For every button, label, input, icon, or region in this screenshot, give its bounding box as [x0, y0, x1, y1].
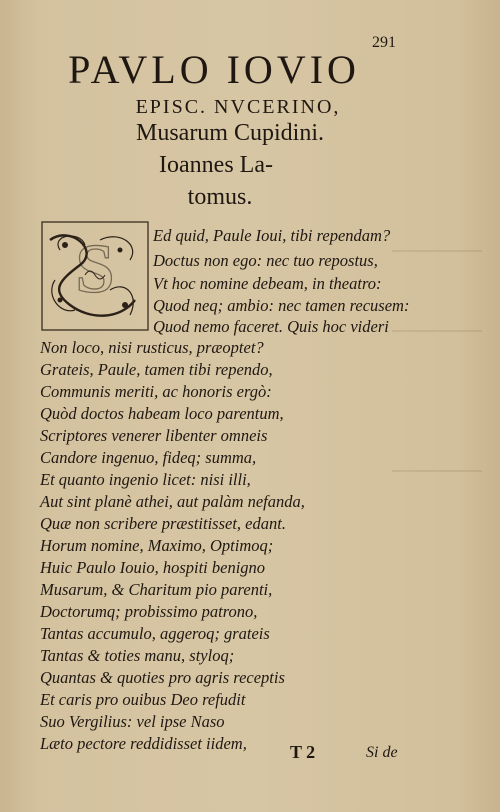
title-office: EPISC. NVCERINO, [135, 96, 341, 118]
poem-line: Tantas accumulo, aggeroq; grateis [40, 624, 270, 643]
bleed-through [392, 330, 482, 332]
poem-line: Quæ non scribere præstitisset, edant. [40, 514, 286, 533]
title-author-cont: tomus. [187, 184, 253, 210]
poem-line: Tantas & toties manu, styloq; [40, 646, 235, 665]
poem-line: Candore ingenuo, fideq; summa, [40, 448, 257, 467]
poem-line: Communis meriti, ac honoris ergò: [40, 382, 272, 401]
poem-line: Quantas & quoties pro agris receptis [40, 668, 285, 687]
poem-line: Quod neq; ambio: nec tamen recusem: [153, 296, 410, 315]
bleed-through [392, 250, 482, 252]
title-author: Ioannes La- [159, 152, 273, 178]
poem-line: Doctorumq; probissimo patrono, [40, 602, 258, 621]
poem-line: Vt hoc nomine debeam, in theatro: [153, 274, 382, 293]
poem-line: Suo Vergilius: vel ipse Naso [40, 712, 225, 731]
poem-line: Et caris pro ouibus Deo refudit [40, 690, 246, 709]
poem-line: Aut sint planè athei, aut palàm nefanda, [40, 492, 305, 511]
signature-mark: T 2 [290, 742, 316, 762]
title-dedicatee: PAVLO IOVIO [68, 47, 360, 92]
poem-line: Doctus non ego: nec tuo repostus, [153, 251, 378, 270]
title-epithet: Musarum Cupidini. [135, 120, 324, 146]
decorated-initial-s-icon [40, 220, 150, 332]
poem-line: Scriptores venerer libenter omneis [40, 426, 268, 445]
poem-line: Quod nemo faceret. Quis hoc videri [153, 317, 389, 336]
poem-line: Horum nomine, Maximo, Optimoq; [40, 536, 274, 555]
svg-text:S: S [75, 231, 115, 308]
poem-line: Non loco, nisi rusticus, præoptet? [40, 338, 264, 357]
poem-line: Grateis, Paule, tamen tibi rependo, [40, 360, 273, 379]
poem-line: Ed quid, Paule Ioui, tibi rependam? [153, 226, 391, 245]
poem-line: Musarum, & Charitum pio parenti, [40, 580, 273, 599]
bleed-through [392, 470, 482, 472]
poem-line: Quòd doctos habeam loco parentum, [40, 404, 284, 423]
page-number: 291 [372, 34, 396, 51]
poem-line: Huic Paulo Iouio, hospiti benigno [40, 558, 266, 577]
poem-line: Læto pectore reddidisset iidem, [40, 734, 247, 753]
catchword: Si de [366, 744, 398, 761]
poem-line: Et quanto ingenio licet: nisi illi, [40, 470, 251, 489]
